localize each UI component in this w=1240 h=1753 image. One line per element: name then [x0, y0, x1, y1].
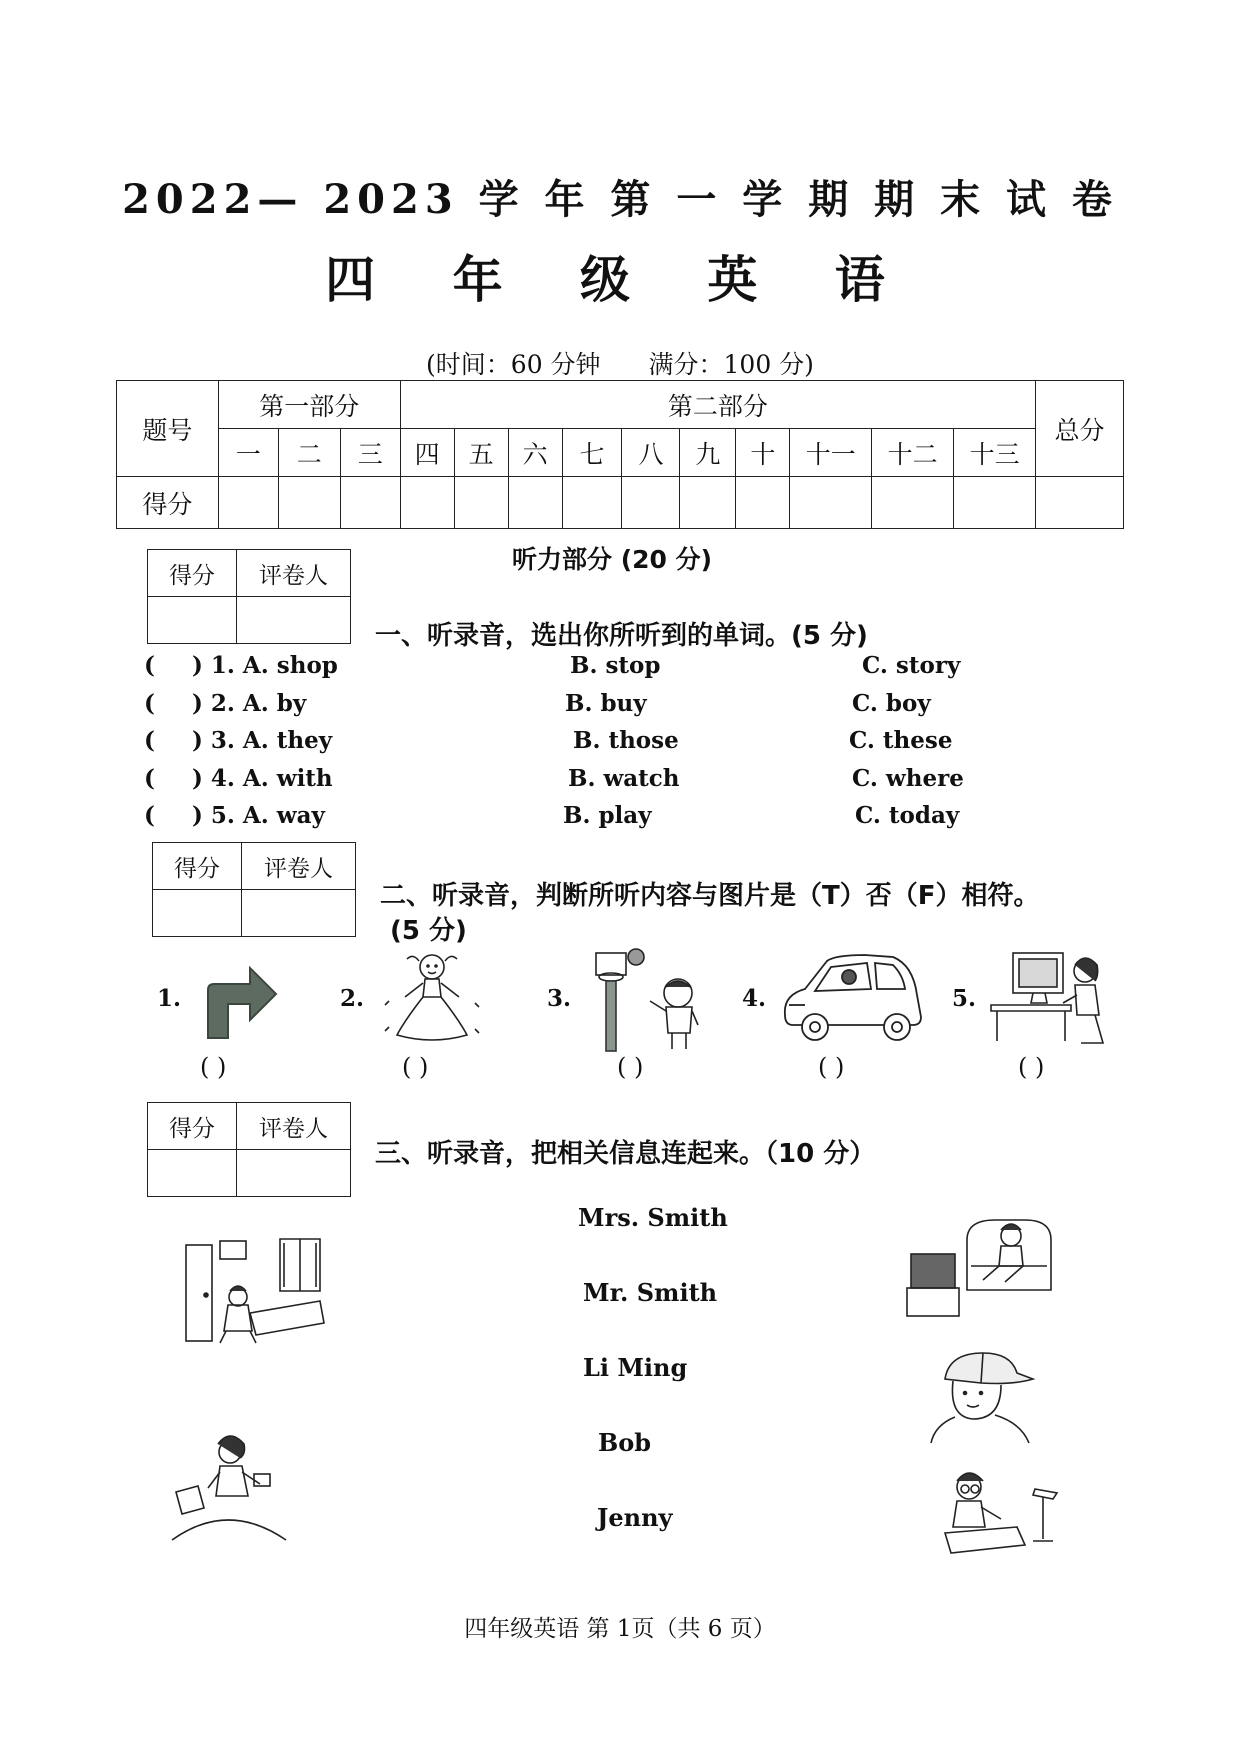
question-3-option-b: B. those: [573, 727, 679, 754]
dancing-girl-icon: [375, 945, 490, 1050]
score-blank[interactable]: [1036, 477, 1124, 529]
answer-paren-3[interactable]: ( ): [617, 1053, 644, 1081]
num-cell: 八: [622, 429, 680, 477]
score-blank[interactable]: [278, 477, 340, 529]
question-5-option-b: B. play: [563, 802, 652, 829]
score-blank[interactable]: [508, 477, 562, 529]
name-bob[interactable]: Bob: [598, 1428, 652, 1457]
picture-label-5: 5.: [952, 985, 977, 1012]
section1-title: 一、听录音，选出你所听到的单词。(5 分): [375, 621, 868, 651]
score-table: [116, 380, 1124, 529]
num-cell: 七: [562, 429, 622, 477]
section2-title-line2: (5 分): [390, 916, 467, 946]
part1-label: 第一部分: [218, 381, 400, 429]
num-cell: 十一: [790, 429, 872, 477]
boy-studying-icon[interactable]: [935, 1463, 1060, 1568]
section2-title-line1: 二、听录音，判断所听内容与图片是（T）否（F）相符。: [380, 881, 1040, 911]
score-blank[interactable]: [562, 477, 622, 529]
question-5-option-c: C. today: [855, 802, 960, 829]
score-blank[interactable]: [790, 477, 872, 529]
listening-title: 听力部分 (20 分): [512, 545, 713, 574]
answer-paren[interactable]: (: [144, 690, 155, 717]
boy-cap-icon[interactable]: [925, 1345, 1040, 1445]
score-blank[interactable]: [680, 477, 736, 529]
question-2-option-b: B. buy: [565, 690, 647, 717]
grader-score-label: 得分: [153, 843, 242, 890]
grader-blank[interactable]: [148, 1150, 237, 1197]
girl-computer-icon: [985, 945, 1110, 1045]
grader-label: 评卷人: [237, 550, 351, 597]
grader-blank[interactable]: [242, 890, 356, 937]
turn-right-arrow-icon: [200, 960, 280, 1040]
answer-paren[interactable]: (: [144, 765, 155, 792]
num-cell: 九: [680, 429, 736, 477]
picture-label-2: 2.: [340, 985, 365, 1012]
question-4-option-a: ) 4. A. with: [192, 765, 333, 792]
answer-paren[interactable]: (: [144, 727, 155, 754]
picture-label-4: 4.: [742, 985, 767, 1012]
grader-blank[interactable]: [148, 597, 237, 644]
car-driver-icon: [775, 945, 930, 1050]
grader-blank[interactable]: [153, 890, 242, 937]
mother-ironing-icon[interactable]: [168, 1430, 288, 1545]
grader-blank[interactable]: [237, 1150, 351, 1197]
exam-time-info: [0, 345, 1240, 381]
time-limit: (时间：60 分钟: [426, 350, 601, 379]
grader-label: 评卷人: [237, 1103, 351, 1150]
score-label: 得分: [117, 477, 219, 529]
question-2-option-a: ) 2. A. by: [192, 690, 307, 717]
num-cell: 六: [508, 429, 562, 477]
question-5-option-a: ) 5. A. way: [192, 802, 325, 829]
answer-paren[interactable]: (: [144, 802, 155, 829]
score-blank[interactable]: [218, 477, 278, 529]
total-label: 总分: [1036, 381, 1124, 477]
question-1-option-a: ) 1. A. shop: [192, 652, 338, 679]
question-1-option-b: B. stop: [570, 652, 661, 679]
grader-blank[interactable]: [237, 597, 351, 644]
part2-label: 第二部分: [400, 381, 1035, 429]
num-cell: 十: [736, 429, 790, 477]
answer-paren-4[interactable]: ( ): [818, 1053, 845, 1081]
num-cell: 五: [454, 429, 508, 477]
answer-paren-2[interactable]: ( ): [402, 1053, 429, 1081]
num-cell: 十二: [872, 429, 954, 477]
num-cell: 四: [400, 429, 454, 477]
exam-subtitle: 四 年 级 英 语: [325, 250, 915, 309]
grader-score-label: 得分: [148, 1103, 237, 1150]
exam-title: 2022— 2023 学 年 第 一 学 期 期 末 试 卷: [122, 176, 1118, 223]
grader-table-2: [152, 842, 356, 937]
bedroom-girl-icon[interactable]: [180, 1235, 330, 1350]
question-4-option-b: B. watch: [568, 765, 680, 792]
num-cell: 一: [218, 429, 278, 477]
name-li-ming[interactable]: Li Ming: [583, 1353, 688, 1382]
question-4-option-c: C. where: [852, 765, 964, 792]
grader-label: 评卷人: [242, 843, 356, 890]
grader-table-1: [147, 549, 351, 644]
num-cell: 二: [278, 429, 340, 477]
name-jenny[interactable]: Jenny: [597, 1503, 673, 1532]
score-blank[interactable]: [340, 477, 400, 529]
question-3-option-a: ) 3. A. they: [192, 727, 333, 754]
picture-label-3: 3.: [547, 985, 572, 1012]
answer-paren-1[interactable]: ( ): [200, 1053, 227, 1081]
score-blank[interactable]: [400, 477, 454, 529]
num-cell: 三: [340, 429, 400, 477]
section3-title: 三、听录音，把相关信息连起来。（10 分）: [375, 1139, 876, 1169]
question-3-option-c: C. these: [849, 727, 953, 754]
answer-paren-5[interactable]: ( ): [1018, 1053, 1045, 1081]
answer-paren[interactable]: (: [144, 652, 155, 679]
score-blank[interactable]: [454, 477, 508, 529]
question-1-option-c: C. story: [862, 652, 961, 679]
question-2-option-c: C. boy: [852, 690, 931, 717]
score-blank[interactable]: [872, 477, 954, 529]
boy-watching-tv-icon[interactable]: [905, 1210, 1060, 1320]
grader-score-label: 得分: [148, 550, 237, 597]
name-mr-smith[interactable]: Mr. Smith: [583, 1278, 718, 1307]
num-cell: 十三: [954, 429, 1036, 477]
boy-basketball-icon: [580, 945, 710, 1055]
score-blank[interactable]: [622, 477, 680, 529]
picture-label-1: 1.: [157, 985, 182, 1012]
grader-table-3: [147, 1102, 351, 1197]
name-mrs-smith[interactable]: Mrs. Smith: [578, 1203, 728, 1232]
full-score: 满分：100 分): [648, 350, 814, 379]
page-footer: 四年级英语 第 1页（共 6 页）: [464, 1616, 776, 1642]
score-blank[interactable]: [954, 477, 1036, 529]
score-blank[interactable]: [736, 477, 790, 529]
topic-label: 题号: [117, 381, 219, 477]
